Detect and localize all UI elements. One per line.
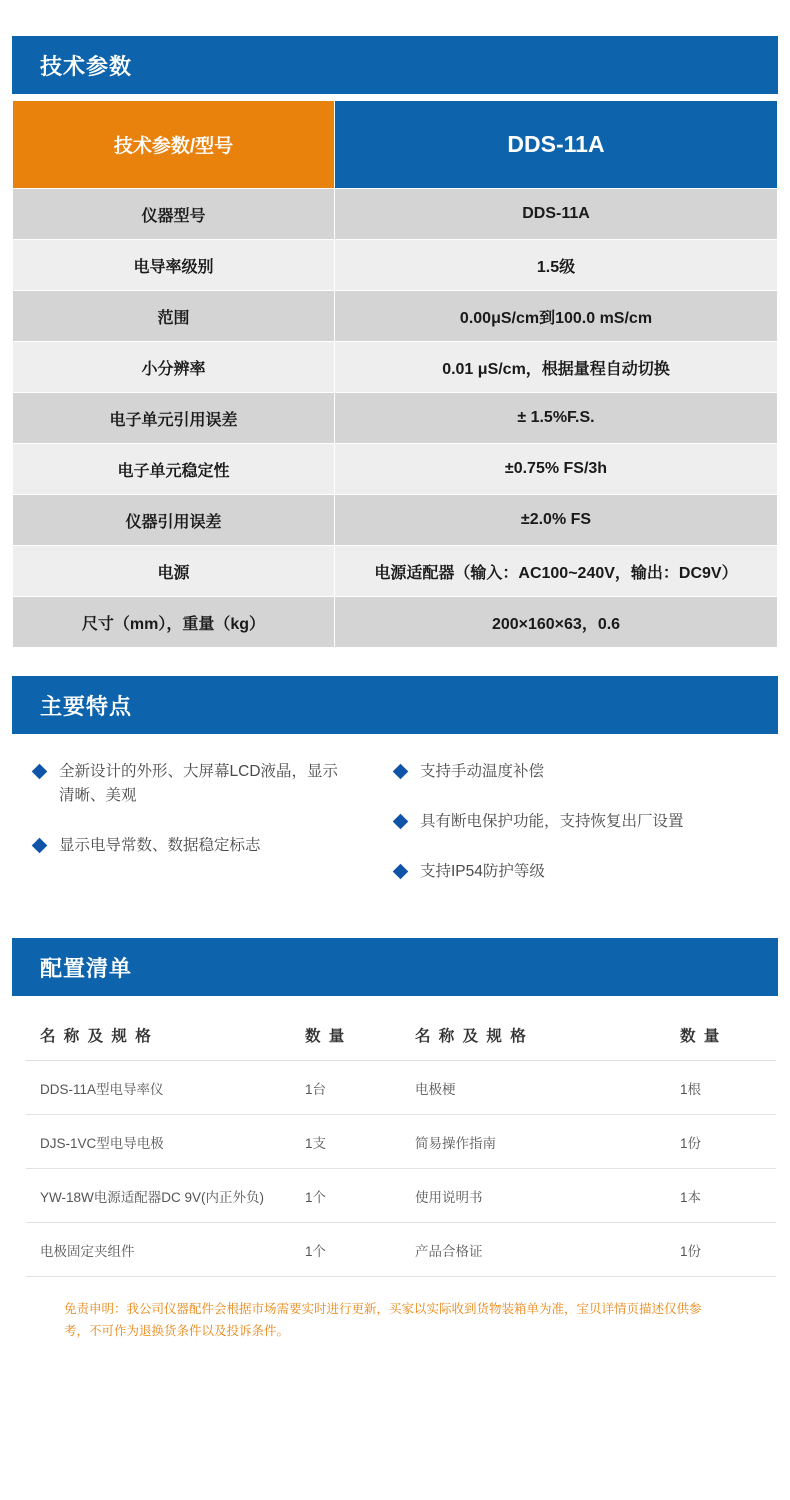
table-row (13, 495, 778, 546)
config-header-qty-right: 数 量 (666, 1006, 776, 1061)
config-item-name: DDS-11A型电导率仪 (26, 1061, 291, 1115)
table-row (13, 597, 778, 648)
feature-text: 具有断电保护功能，支持恢复出厂设置 (420, 813, 684, 831)
configuration-table-head (26, 1006, 776, 1061)
diamond-bullet-icon (393, 864, 409, 880)
table-row (13, 546, 778, 597)
specifications-table-head (13, 101, 778, 189)
list-item (395, 760, 764, 784)
table-row (26, 1115, 776, 1169)
spec-label: 电源 (13, 546, 335, 597)
table-row (26, 1006, 776, 1061)
list-item (395, 860, 764, 884)
config-header-name-right: 名 称 及 规 格 (401, 1006, 666, 1061)
specifications-table-body (13, 189, 778, 648)
config-item-qty: 1支 (291, 1115, 401, 1169)
spec-value: 0.01 μS/cm，根据量程自动切换 (335, 342, 778, 393)
table-row (13, 342, 778, 393)
table-row (13, 189, 778, 240)
feature-text: 支持IP54防护等级 (420, 863, 545, 881)
config-item-qty: 1个 (291, 1169, 401, 1223)
table-row (26, 1169, 776, 1223)
diamond-bullet-icon (32, 838, 48, 854)
table-row (13, 444, 778, 495)
section-header-configuration (12, 938, 778, 996)
spec-header-parameter: 技术参数/型号 (13, 101, 335, 189)
spec-value: 电源适配器（输入：AC100~240V，输出：DC9V） (335, 546, 778, 597)
spec-label: 电子单元稳定性 (13, 444, 335, 495)
table-row (26, 1061, 776, 1115)
list-item (395, 810, 764, 834)
section-title-specifications: 技术参数 (40, 53, 133, 79)
spec-label: 电子单元引用误差 (13, 393, 335, 444)
features-column-left (26, 760, 395, 910)
config-item-qty: 1台 (291, 1061, 401, 1115)
configuration-table-body (26, 1061, 776, 1277)
table-row (13, 291, 778, 342)
spec-label: 仪器型号 (13, 189, 335, 240)
spec-label: 尺寸（mm），重量（kg） (13, 597, 335, 648)
diamond-bullet-icon (393, 764, 409, 780)
specifications-table (12, 100, 778, 648)
spec-value: ± 1.5%F.S. (335, 393, 778, 444)
configuration-table (26, 1006, 776, 1277)
feature-text: 显示电导常数、数据稳定标志 (59, 837, 261, 855)
features-list (26, 760, 764, 910)
config-item-name: 简易操作指南 (401, 1115, 666, 1169)
disclaimer-text: 免责申明：我公司仪器配件会根据市场需要实时进行更新，买家以实际收到货物装箱单为准，宝贝详情页描述仅供参考，不可作为退换货条件以及投诉条件。 (64, 1302, 702, 1338)
table-row (13, 240, 778, 291)
spec-label: 范围 (13, 291, 335, 342)
config-item-qty: 1本 (666, 1169, 776, 1223)
config-item-name: 产品合格证 (401, 1223, 666, 1277)
section-header-features (12, 676, 778, 734)
diamond-bullet-icon (393, 814, 409, 830)
spec-value: ±2.0% FS (335, 495, 778, 546)
spec-label: 电导率级别 (13, 240, 335, 291)
config-item-name: YW-18W电源适配器DC 9V(内正外负) (26, 1169, 291, 1223)
config-item-qty: 1个 (291, 1223, 401, 1277)
table-row (26, 1223, 776, 1277)
section-header-specifications (12, 36, 778, 94)
config-item-name: DJS-1VC型电导电极 (26, 1115, 291, 1169)
configuration-list (26, 1006, 764, 1277)
spec-label: 仪器引用误差 (13, 495, 335, 546)
features-column-right (395, 760, 764, 910)
config-header-name-left: 名 称 及 规 格 (26, 1006, 291, 1061)
section-title-configuration: 配置清单 (40, 955, 133, 981)
config-item-name: 电极固定夹组件 (26, 1223, 291, 1277)
spec-value: 200×160×63，0.6 (335, 597, 778, 648)
feature-text: 支持手动温度补偿 (420, 763, 545, 780)
config-item-qty: 1份 (666, 1223, 776, 1277)
config-item-qty: 1份 (666, 1115, 776, 1169)
diamond-bullet-icon (32, 764, 48, 780)
config-item-qty: 1根 (666, 1061, 776, 1115)
spec-header-model: DDS-11A (335, 101, 778, 189)
list-item (34, 760, 395, 808)
list-item (34, 834, 395, 858)
table-row (13, 393, 778, 444)
feature-text: 全新设计的外形、大屏幕LCD液晶，显示清晰、美观 (59, 763, 339, 805)
spec-value: DDS-11A (335, 189, 778, 240)
config-item-name: 电极梗 (401, 1061, 666, 1115)
spec-label: 小分辨率 (13, 342, 335, 393)
section-title-features: 主要特点 (40, 693, 133, 719)
spec-value: 1.5级 (335, 240, 778, 291)
table-row (13, 101, 778, 189)
config-item-name: 使用说明书 (401, 1169, 666, 1223)
spec-value: ±0.75% FS/3h (335, 444, 778, 495)
spec-value: 0.00μS/cm到100.0 mS/cm (335, 291, 778, 342)
config-header-qty-left: 数 量 (291, 1006, 401, 1061)
